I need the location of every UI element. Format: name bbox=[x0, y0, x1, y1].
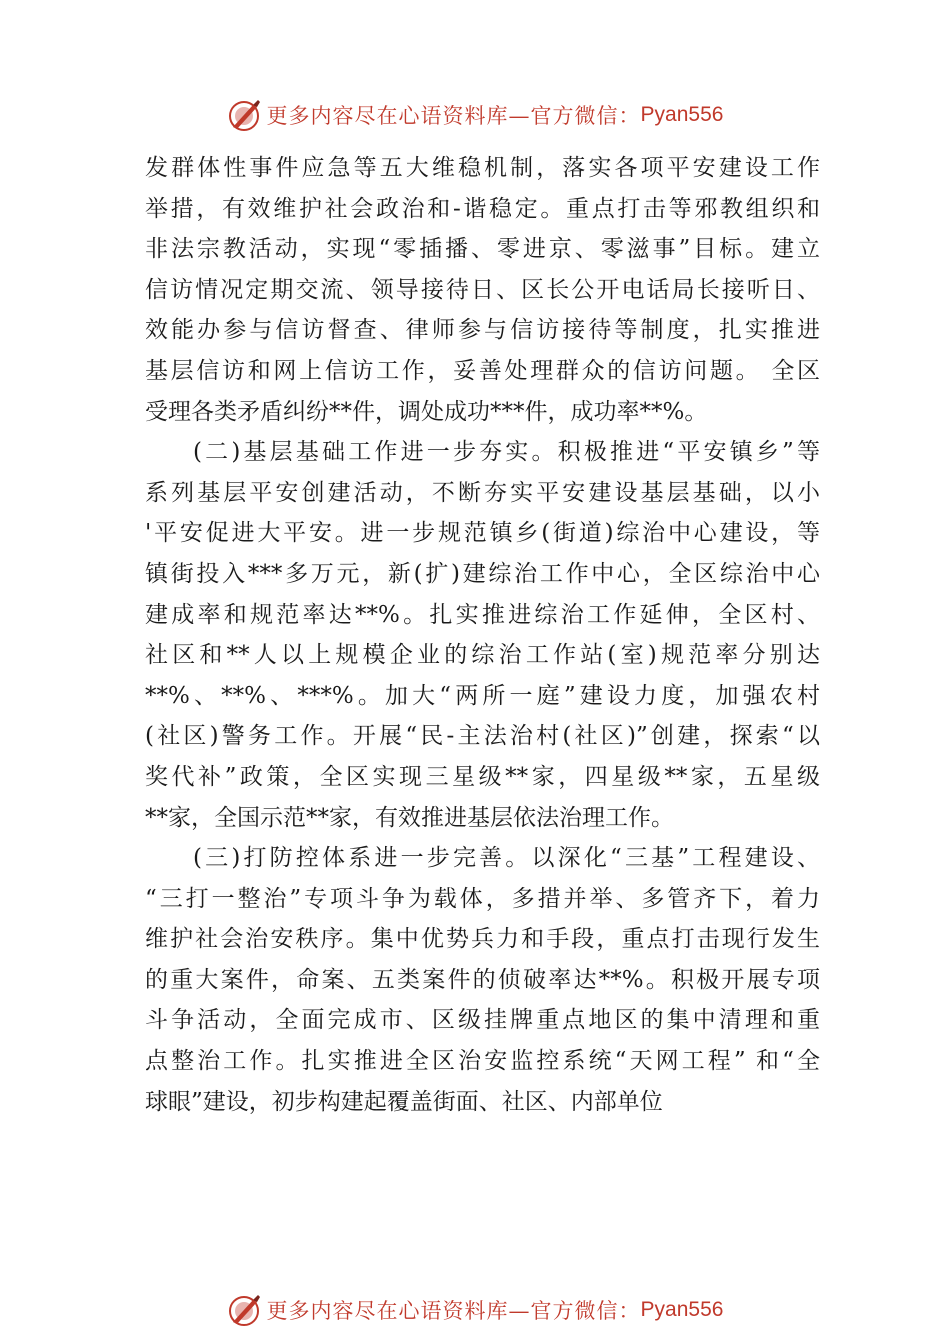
pen-logo-icon bbox=[227, 1292, 263, 1328]
paragraph bbox=[145, 148, 820, 432]
document-body bbox=[145, 148, 820, 1122]
text-line: (社区)警务工作。开展“民-主法治村(社区)”创建，探索“以 bbox=[145, 723, 820, 750]
text-line: 镇街投入***多万元，新(扩)建综治工作中心，全区综治中心 bbox=[145, 560, 820, 587]
text-line: 点整治工作。扎实推进全区治安监控系统“天网工程” 和“全 bbox=[145, 1048, 820, 1075]
text-line: **%、**%、***%。加大“两所一庭”建设力度，加强农村 bbox=[145, 682, 820, 709]
text-line: 信访情况定期交流、领导接待日、区长公开电话局长接听日、 bbox=[145, 276, 820, 303]
paragraph bbox=[145, 838, 820, 1122]
text-line: 非法宗教活动，实现“零插播、零进京、零滋事”目标。建立 bbox=[145, 236, 820, 263]
text-line: 斗争活动，全面完成市、区级挂牌重点地区的集中清理和重 bbox=[145, 1007, 820, 1034]
text-line: 受理各类矛盾纠纷**件，调处成功***件，成功率**%。 bbox=[145, 398, 708, 425]
text-line: 建成率和规范率达**%。扎实推进综治工作延伸，全区村、 bbox=[145, 601, 820, 628]
text-line: 维护社会治安秩序。集中优势兵力和手段，重点打击现行发生 bbox=[145, 926, 820, 953]
pen-logo-icon bbox=[227, 97, 263, 133]
page-header-banner bbox=[0, 95, 950, 135]
text-line: (三)打防控体系进一步完善。以深化“三基”工程建设、 bbox=[193, 845, 820, 872]
page-footer-banner bbox=[0, 1290, 950, 1330]
text-line: 系列基层平安创建活动，不断夯实平安建设基层基础，以小 bbox=[145, 479, 820, 506]
text-line: “三打一整治”专项斗争为载体，多措并举、多管齐下，着力 bbox=[145, 885, 820, 912]
paragraph bbox=[145, 432, 820, 838]
text-line: **家，全国示范**家，有效推进基层依法治理工作。 bbox=[145, 804, 674, 831]
text-line: 基层信访和网上信访工作，妥善处理群众的信访问题。 全区 bbox=[145, 357, 820, 384]
header-wechat-id: Pyan556 bbox=[640, 103, 724, 126]
footer-wechat-id: Pyan556 bbox=[640, 1298, 724, 1321]
text-line: 发群体性事件应急等五大维稳机制，落实各项平安建设工作 bbox=[145, 155, 820, 181]
text-line: '平安促进大平安。进一步规范镇乡(街道)综治中心建设，等 bbox=[145, 520, 820, 547]
text-line: 的重大案件，命案、五类案件的侦破率达**%。积极开展专项 bbox=[145, 966, 820, 993]
text-line: 奖代补”政策，全区实现三星级**家，四星级**家，五星级 bbox=[145, 763, 820, 790]
text-line: 球眼”建设，初步构建起覆盖街面、社区、内部单位 bbox=[145, 1088, 663, 1115]
text-line: 举措，有效维护社会政治和-谐稳定。重点打击等邪教组织和 bbox=[145, 195, 820, 222]
text-line: 效能办参与信访督查、律师参与信访接待等制度，扎实推进 bbox=[145, 317, 820, 344]
text-line: (二)基层基础工作进一步夯实。积极推进“平安镇乡”等 bbox=[193, 439, 820, 466]
footer-text: 更多内容尽在心语资料库—官方微信： bbox=[266, 1299, 641, 1323]
text-line: 社区和**人以上规模企业的综治工作站(室)规范率分别达 bbox=[145, 642, 820, 669]
header-text: 更多内容尽在心语资料库—官方微信： bbox=[266, 104, 641, 128]
